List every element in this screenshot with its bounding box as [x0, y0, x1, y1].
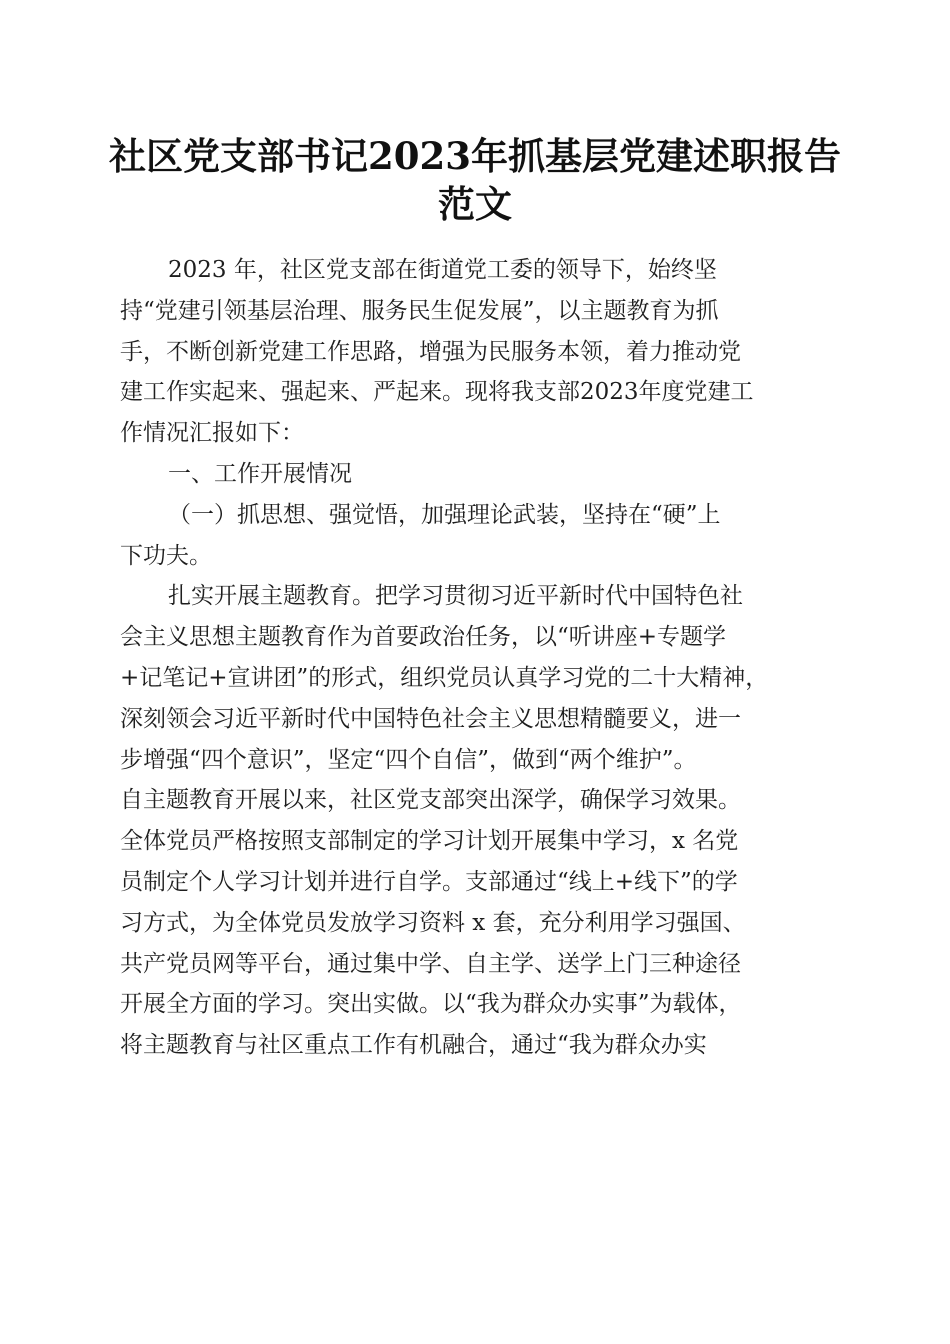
paragraph-line: 习方式，为全体党员发放学习资料 x 套，充分利用学习强国、 [120, 909, 746, 936]
paragraph-line: 共产党员网等平台，通过集中学、自主学、送学上门三种途径 [120, 950, 741, 977]
paragraph-line: 自主题教育开展以来，社区党支部突出深学，确保学习效果。 [120, 787, 741, 814]
paragraph-line: 持“党建引领基层治理、服务民生促发展”，以主题教育为抓 [120, 297, 719, 324]
title-line-2: 范文 [438, 182, 512, 226]
paragraph-line: 作情况汇报如下： [120, 420, 304, 447]
paragraph-line: 会主义思想主题教育作为首要政治任务，以“听讲座+专题学 [120, 624, 727, 651]
paragraph-line: 全体党员严格按照支部制定的学习计划开展集中学习，x 名党 [120, 828, 739, 855]
paragraph-line: 手，不断创新党建工作思路，增强为民服务本领，着力推动党 [120, 338, 741, 365]
document-title [100, 132, 850, 228]
title-line-1: 社区党支部书记2023年抓基层党建述职报告 [109, 134, 841, 178]
paragraph-line: 将主题教育与社区重点工作有机融合，通过“我为群众办实 [120, 1032, 707, 1059]
paragraph-line: 步增强“四个意识”，坚定“四个自信”，做到“两个维护”。 [120, 746, 697, 773]
paragraph-line: 建工作实起来、强起来、严起来。现将我支部2023年度党建工 [120, 379, 754, 406]
paragraph-line: 开展全方面的学习。突出实做。以“我为群众办实事”为载体， [120, 991, 742, 1018]
paragraph-line: 员制定个人学习计划并进行自学。支部通过“线上+线下”的学 [120, 868, 738, 895]
paragraph-line: 深刻领会习近平新时代中国特色社会主义思想精髓要义，进一 [120, 705, 741, 732]
section-heading: 一、工作开展情况 [168, 460, 352, 487]
paragraph-line: 扎实开展主题教育。把学习贯彻习近平新时代中国特色社 [168, 583, 743, 610]
paragraph-line: 2023 年，社区党支部在街道党工委的领导下，始终坚 [168, 257, 717, 283]
subsection-heading: （一）抓思想、强觉悟，加强理论武装，坚持在“硬”上 [168, 501, 721, 528]
subsection-heading-cont: 下功夫。 [120, 542, 212, 569]
paragraph-line: +记笔记+宣讲团”的形式，组织党员认真学习党的二十大精神， [120, 664, 769, 691]
document-body [120, 250, 840, 1066]
